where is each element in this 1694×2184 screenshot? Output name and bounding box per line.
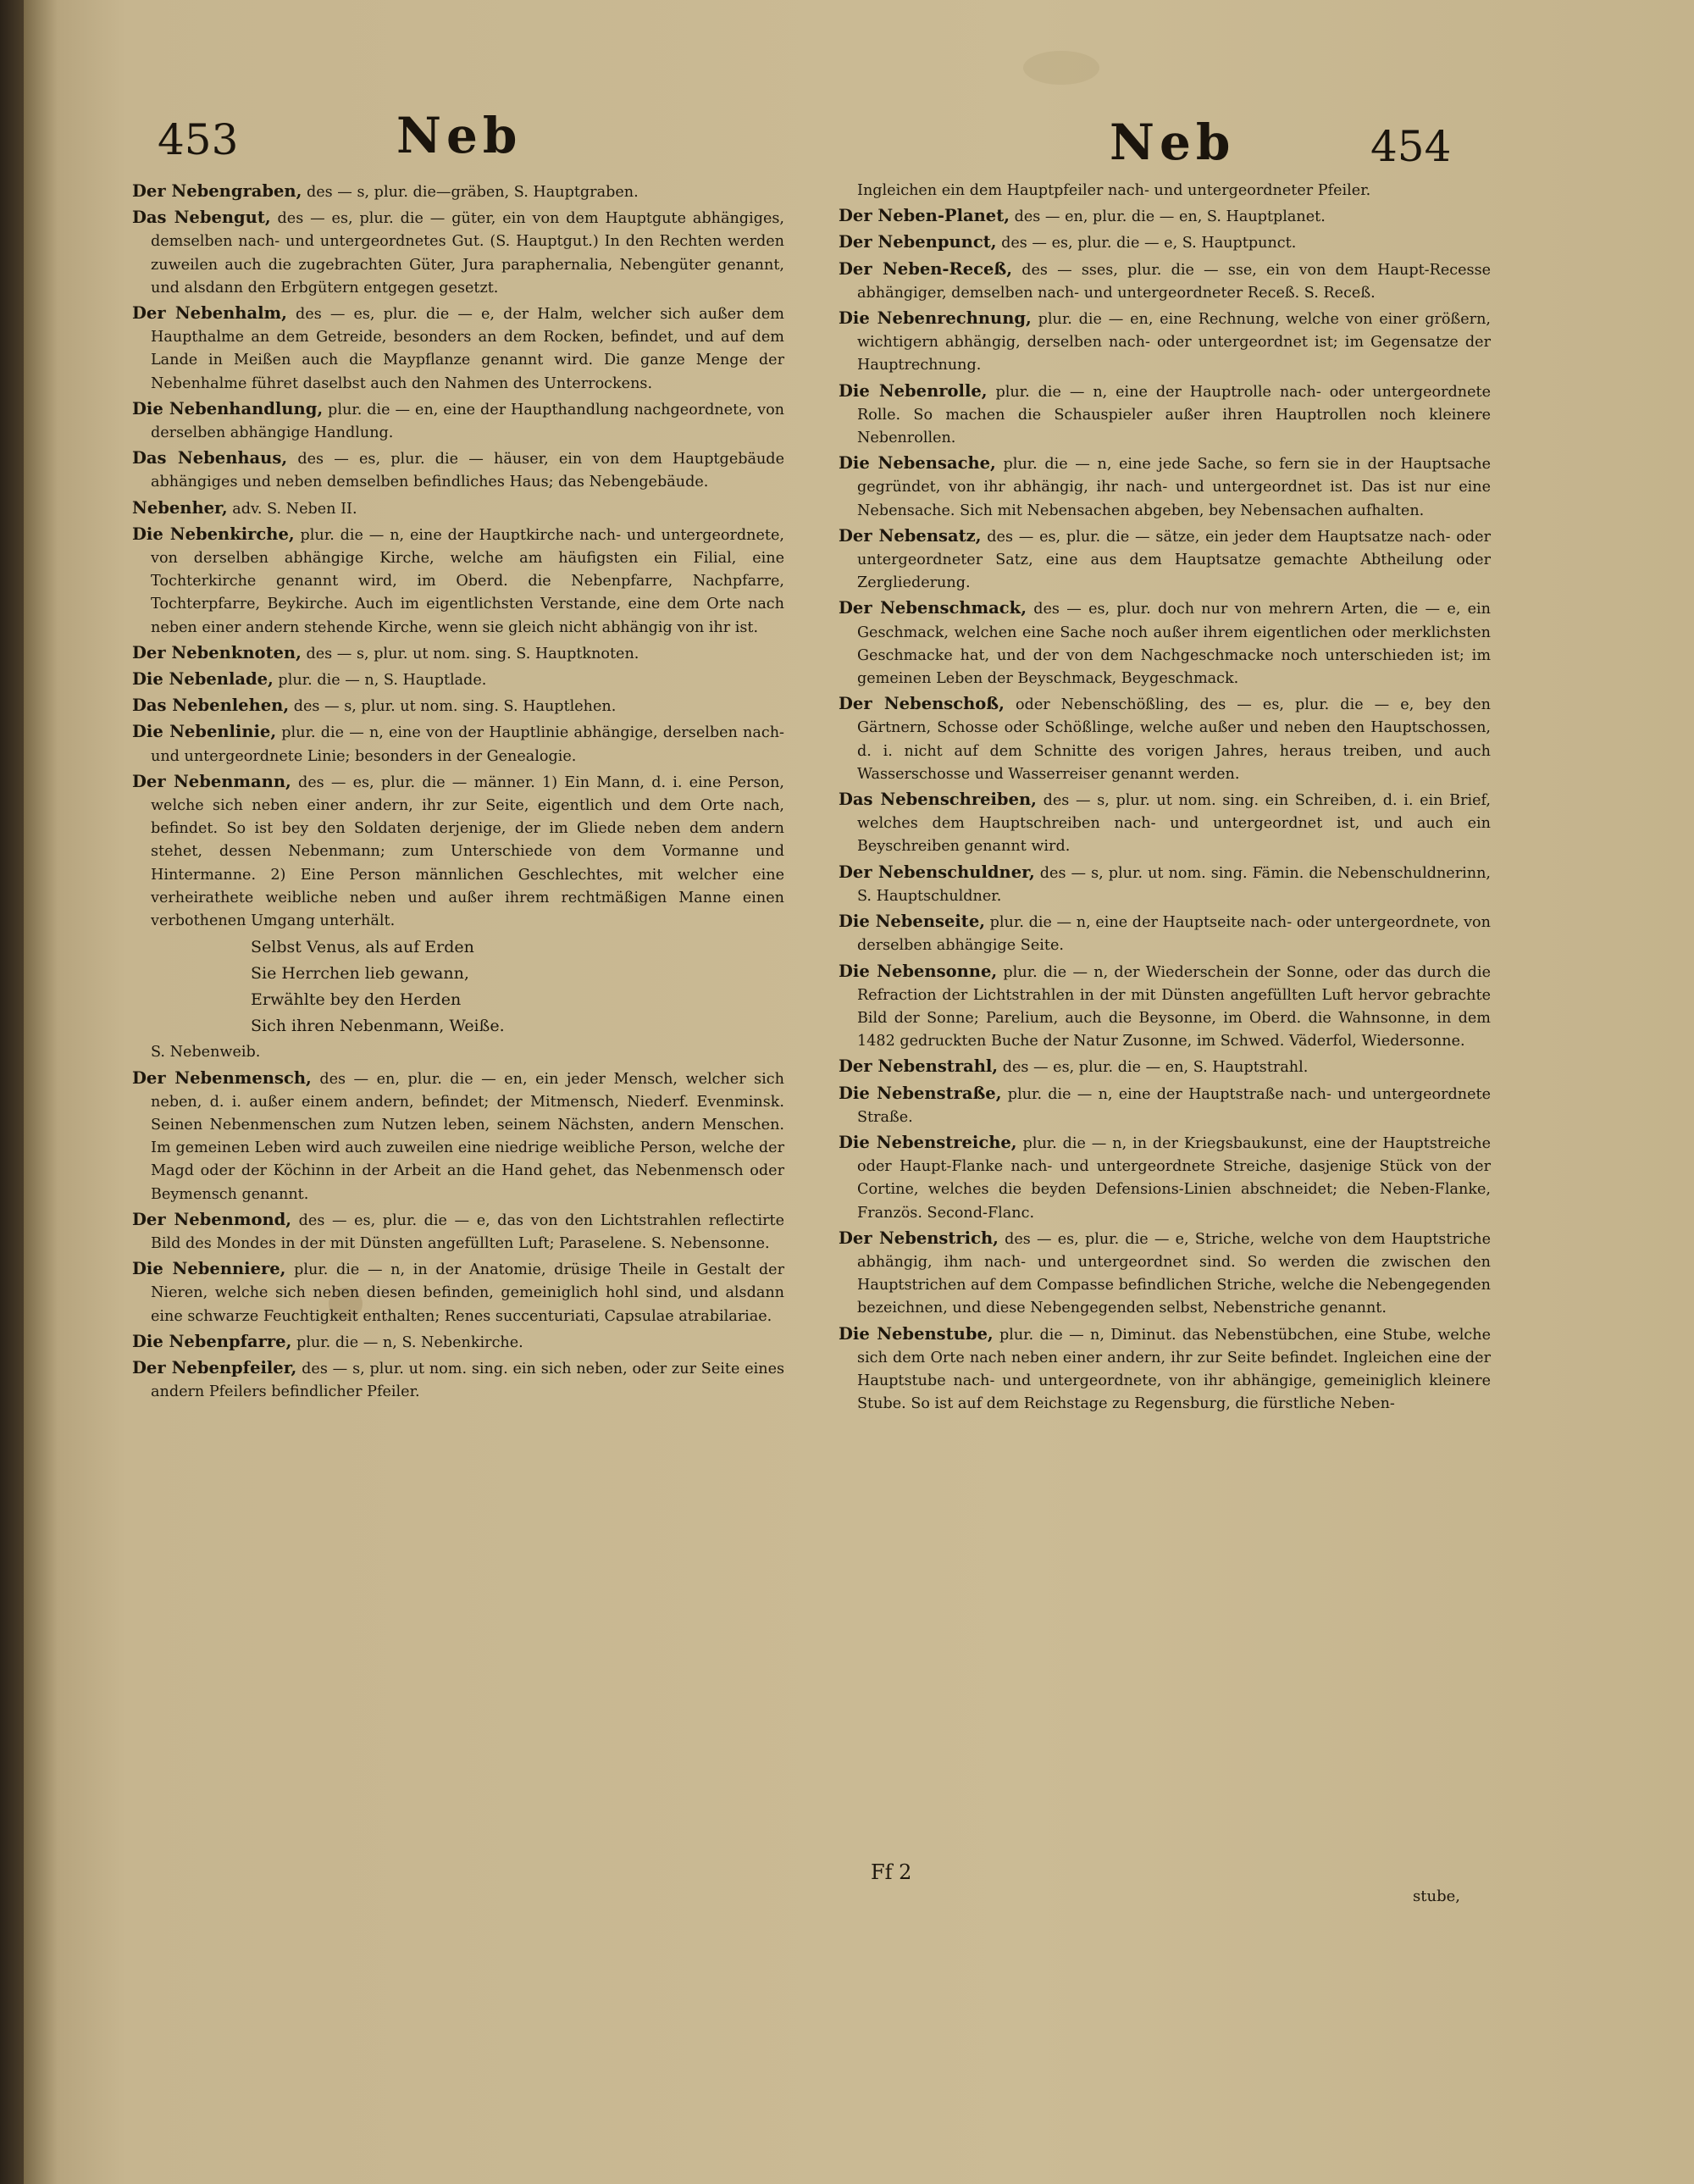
entry-lemma: Die Nebenpfarre, <box>132 1331 292 1351</box>
dictionary-entry <box>132 1208 784 1256</box>
cross-reference-note: S. Nebenweib. <box>151 1044 261 1062</box>
dictionary-entry <box>839 258 1491 305</box>
dictionary-entry <box>132 720 784 768</box>
entry-definition: des — s, plur. ut nom. sing. Fämin. die Nebenschuldnerinn, S. Hauptschuldner. <box>857 864 1491 905</box>
dictionary-entry <box>132 694 784 718</box>
page-header <box>24 100 1694 171</box>
poem-line: Selbst Venus, als auf Erden <box>251 938 474 957</box>
entry-definition: Ingleichen ein dem Hauptpfeiler nach- und untergeordneter Pfeiler. <box>857 182 1371 199</box>
entry-definition: adv. S. Neben II. <box>227 500 357 518</box>
dictionary-entry <box>132 1257 784 1328</box>
entry-lemma: Der Nebenstrich, <box>839 1228 999 1248</box>
left-entries-continued <box>132 1067 784 1405</box>
entry-definition: des — es, plur. die — güter, ein von dem Hauptgute abhängiges, demselben nach- und untergeordnetes Gut. (S. Hauptgut.) In den Rechten werden zuweilen auch die zugebrachten Güter, Jura paraphernalia, Nebengüter genannt, und alsdann den Erbgütern entgegen gesetzt. <box>151 210 784 297</box>
entry-lemma: Der Nebenpfeiler, <box>132 1357 297 1377</box>
dictionary-entry <box>839 960 1491 1054</box>
entry-lemma: Der Nebenstrahl, <box>839 1056 999 1077</box>
entry-lemma: Nebenher, <box>132 497 228 518</box>
dictionary-entry <box>839 861 1491 908</box>
entry-lemma: Das Nebenhaus, <box>132 448 288 468</box>
catchword: stube, <box>1413 1887 1460 1905</box>
poem-quote <box>132 934 784 1039</box>
poem-line: Sie Herrchen lieb gewann, <box>251 964 469 984</box>
dictionary-entry <box>839 596 1491 690</box>
entry-lemma: Die Nebenlade, <box>132 669 274 690</box>
dictionary-entry <box>132 523 784 640</box>
dictionary-entry <box>839 524 1491 596</box>
entry-definition: des — es, plur. die — e, das von den Lichtstrahlen reflectirte Bild des Mondes in der mit Dünsten angefüllten Luft; Paraselene. S. Nebensonne. <box>151 1211 784 1252</box>
entry-lemma: Die Nebenrechnung, <box>839 308 1032 329</box>
dictionary-entry <box>839 1055 1491 1079</box>
dictionary-entry <box>839 910 1491 957</box>
entry-lemma: Das Nebengut, <box>132 208 271 228</box>
entry-lemma: Die Nebenrolle, <box>839 380 988 401</box>
dictionary-entry <box>132 1067 784 1206</box>
dictionary-entry <box>839 180 1491 202</box>
entry-definition: des — sses, plur. die — sse, ein von dem Haupt-Recesse abhängiger, demselben nach- und untergeordneter Receß. S. Receß. <box>857 261 1492 302</box>
entry-lemma: Der Nebenschuldner, <box>839 862 1035 882</box>
dictionary-entry <box>839 380 1491 451</box>
dictionary-entry <box>132 180 784 204</box>
right-column <box>839 180 1491 1417</box>
entry-definition: des — es, plur. doch nur von mehrern Arten, die — e, ein Geschmack, welchen eine Sache noch außer ihrem eigentlichen oder merklichsten Geschmacke hat, und der von dem Nachgeschmacke noch unterschieden ist; im gemeinen Leben der Beyschmack, Beygeschmack. <box>857 601 1491 688</box>
entry-definition: oder Nebenschößling, des — es, plur. die — e, bey den Gärtnern, Schosse oder Schößlinge, welche außer und neben den Hauptschossen, d. i. nicht auf dem Schnitte des vorigen Jahres, heraus treiben, und auch Wasserschosse und Wasserreiser genannt werden. <box>857 696 1491 783</box>
entry-definition: plur. die — n, S. Hauptlade. <box>273 672 487 690</box>
dictionary-entry <box>132 206 784 300</box>
running-headword-left: Neb <box>396 107 523 164</box>
entry-lemma: Das Nebenlehen, <box>132 696 290 716</box>
dictionary-entry <box>132 446 784 494</box>
entry-definition: des — es, plur. die — sätze, ein jeder dem Hauptsatze nach- oder untergeordneter Satz, eine aus dem Hauptsatze gemachte Abtheilung oder Zergliederung. <box>857 528 1492 592</box>
entry-lemma: Die Nebenhandlung, <box>132 398 324 419</box>
entry-definition: plur. die — n, der Wiederschein der Sonne, oder das durch die Refraction der Lichtstrahlen in der mit Dünsten angefüllten Luft hervor gebrachte Bild der Sonne; Parelium, auch die Beysonne, im Oberd. die Wahnsonne, in dem 1482 gedruckten Buche der Natur Zusonne, im Schwed. Väderfol, Wiedersonne. <box>857 963 1491 1050</box>
entry-definition: des — es, plur. die — e, S. Hauptpunct. <box>996 235 1297 252</box>
dictionary-entry <box>839 230 1491 255</box>
entry-lemma: Das Nebenschreiben, <box>839 790 1037 810</box>
entry-definition: des — es, plur. die — en, S. Hauptstrahl. <box>998 1059 1309 1077</box>
dictionary-entry <box>839 204 1491 229</box>
entry-lemma: Der Nebenmensch, <box>132 1067 312 1088</box>
entry-lemma: Die Nebenseite, <box>839 912 986 932</box>
entry-definition: des — es, plur. die — männer. 1) Ein Mann, d. i. eine Person, welche sich neben einer andern, ihr zur Seite, eigentlich und dem Orte nach, befindet. So ist bey den Soldaten derjenige, der im Gliede neben dem andern stehet, dessen Nebenmann; zum Unterschiede von dem Vormanne und Hintermanne. 2) Eine Person männlichen Geschlechtes, mit welcher eine verheirathete weibliche neben und außer ihrem rechtmäßigen Manne einen verbothenen Umgang unterhält. <box>151 773 784 930</box>
entry-lemma: Der Nebenmann, <box>132 771 291 791</box>
entry-lemma: Die Nebenstube, <box>839 1323 994 1344</box>
entry-lemma: Der Nebenschmack, <box>839 598 1027 618</box>
entry-definition: plur. die — en, eine der Haupthandlung nachgeordnete, von derselben abhängige Handlung. <box>151 401 784 442</box>
entry-definition: des — es, plur. die — e, der Halm, welcher sich außer dem Haupthalme an dem Getreide, besonders an dem Rocken, befindet, und auf dem Lande in Meißen auch die Maypflanze genannt wird. Die ganze Menge der Nebenhalme führet daselbst auch den Nahmen des Unterrockens. <box>151 306 784 392</box>
entry-lemma: Der Nebengraben, <box>132 181 302 201</box>
entry-lemma: Die Nebenlinie, <box>132 722 277 742</box>
entry-definition: des — en, plur. die — en, S. Hauptplanet. <box>1010 208 1326 226</box>
entry-lemma: Die Nebensache, <box>839 453 996 474</box>
entry-lemma: Der Neben-Planet, <box>839 206 1010 226</box>
entry-definition: plur. die — n, in der Anatomie, drüsige Theile in Gestalt der Nieren, welche sich neben diesen befinden, gemeiniglich hohl sind, und alsdann eine schwarze Feuchtigkeit enthalten; Renes succenturiati, Capsulae atrabilariae. <box>151 1261 784 1325</box>
entry-lemma: Die Nebenkirche, <box>132 524 295 544</box>
poem-line: Erwählte bey den Herden <box>251 990 462 1010</box>
dictionary-entry <box>132 397 784 445</box>
dictionary-entry <box>839 1082 1491 1129</box>
dictionary-entry <box>132 302 784 396</box>
dictionary-entry <box>132 1330 784 1355</box>
entry-definition: des — s, plur. ut nom. sing. ein sich neben, oder zur Seite eines andern Pfeilers befindlicher Pfeiler. <box>151 1360 785 1401</box>
dictionary-entry <box>839 692 1491 786</box>
entry-lemma: Die Nebenstreiche, <box>839 1132 1017 1152</box>
dictionary-entry <box>839 307 1491 378</box>
entry-definition: plur. die — n, eine jede Sache, so fern sie in der Hauptsache gegründet, von ihr abhängig, ihr nach- und untergeordnet ist. Das ist nur eine Nebensache. Sich mit Nebensachen abgeben, bey Nebensachen aufhalten. <box>857 456 1491 519</box>
entry-lemma: Die Nebenstraße, <box>839 1083 1002 1103</box>
page-number-right: 454 <box>1370 122 1452 171</box>
entry-definition: des — es, plur. die — e, Striche, welche von dem Hauptstriche abhängig, ihm nach- und untergeordnet sind. So werden die zwischen den Hauptstrichen auf dem Compasse befindlichen Striche, welche die Nebengegenden bezeichnen, und diese Nebengegenden selbst, Nebenstriche genannt. <box>857 1230 1491 1317</box>
book-spine-shadow <box>0 0 24 2184</box>
dictionary-entry <box>132 496 784 521</box>
dictionary-entry <box>839 1131 1491 1225</box>
entry-definition: des — en, plur. die — en, ein jeder Mensch, welcher sich neben, d. i. außer einem andern, befindet; der Mitmensch, Niederf. Evenminsk. Seinen Nebenmenschen zum Nutzen leben, seinem Nächsten, andern Menschen. Im gemeinen Leben wird auch zuweilen eine niedrige weibliche Person, welche der Magd oder der Köchinn in der Arbeit an die Hand gehet, das Nebenmensch oder Beymensch genannt. <box>151 1070 784 1203</box>
entry-definition: plur. die — n, in der Kriegsbaukunst, eine der Hauptstreiche oder Haupt-Flanke nach- und untergeordnete Streiche, dasjenige Stück von der Cortine, welches die beyden Defensions-Linien abschneidet; die Neben-Flanke, Französ. Second-Flanc. <box>857 1134 1491 1222</box>
entry-lemma: Der Neben-Receß, <box>839 258 1013 279</box>
dictionary-entry <box>839 1322 1491 1416</box>
dictionary-entry <box>839 452 1491 523</box>
left-entries <box>132 180 784 933</box>
entry-definition: des — s, plur. ut nom. sing. S. Hauptlehen. <box>289 698 617 716</box>
entry-definition: plur. die — n, eine der Hauptkirche nach- und untergeordnete, von derselben abhängige Kirche, welche am häufigsten ein Filial, eine Tochterkirche genannt wird, im Oberd. die Nebenpfarre, Nachpfarre, Tochterpfarre, Beykirche. Auch im eigentlichsten Verstande, eine dem Orte nach neben einer andern stehende Kirche, wenn sie gleich nicht abhängig von ihr ist. <box>151 526 784 636</box>
running-headword-right: Neb <box>1110 114 1236 171</box>
poem-line: Sich ihren Nebenmann, Weiße. <box>251 1017 505 1036</box>
entry-lemma: Der Nebenknoten, <box>132 642 302 662</box>
entry-definition: plur. die — n, Diminut. das Nebenstübchen, eine Stube, welche sich dem Orte nach neben einer andern, ihr zur Seite befindet. Ingleichen eine der Hauptstube nach- und untergeordnete, von ihr abhängige, gemeiniglich kleinere Stube. So ist auf dem Reichstage zu Regensburg, die fürstliche Neben- <box>857 1326 1491 1413</box>
entry-lemma: Der Nebenschoß, <box>839 694 1005 714</box>
page-number-left: 453 <box>158 115 239 164</box>
dictionary-page <box>24 0 1694 2184</box>
entry-definition: plur. die — n, eine von der Hauptlinie abhängige, derselben nach- und untergeordnete Linie; besonders in der Genealogie. <box>151 724 784 765</box>
entry-definition: des — es, plur. die — häuser, ein von dem Hauptgebäude abhängiges und neben demselben befindliches Haus; das Nebengebäude. <box>151 451 784 491</box>
dictionary-entry <box>132 1356 784 1404</box>
right-entries <box>839 180 1491 1416</box>
entry-lemma: Die Nebenniere, <box>132 1259 286 1279</box>
left-column <box>132 180 784 1405</box>
entry-lemma: Der Nebenmond, <box>132 1209 292 1229</box>
signature-mark: Ff 2 <box>871 1860 912 1884</box>
dictionary-entry <box>839 1227 1491 1321</box>
entry-definition: plur. die — n, eine der Hauptstraße nach- und untergeordnete Straße. <box>857 1085 1492 1126</box>
entry-definition: plur. die — n, eine der Hauptseite nach- oder untergeordnete, von derselben abhängige Seite. <box>857 914 1491 955</box>
entry-definition: plur. die — n, eine der Hauptrolle nach- oder untergeordnete Rolle. So machen die Schauspieler außer ihren Hauptrollen noch kleinere Nebenrollen. <box>857 383 1491 447</box>
dictionary-entry <box>132 668 784 692</box>
entry-lemma: Der Nebenhalm, <box>132 303 287 324</box>
dictionary-entry <box>132 641 784 666</box>
entry-definition: plur. die — n, S. Nebenkirche. <box>291 1333 523 1351</box>
entry-definition: des — s, plur. ut nom. sing. ein Schreiben, d. i. ein Brief, welches dem Hauptschreiben nach- und untergeordnet ist, und auch ein Beyschreiben genannt wird. <box>857 792 1492 856</box>
paper-stain <box>1023 51 1099 85</box>
entry-lemma: Die Nebensonne, <box>839 961 998 981</box>
entry-lemma: Der Nebenpunct, <box>839 232 997 252</box>
entry-definition: des — s, plur. ut nom. sing. S. Hauptknoten. <box>301 645 639 662</box>
entry-lemma: Der Nebensatz, <box>839 525 982 546</box>
entry-definition: des — s, plur. die—gräben, S. Hauptgraben. <box>302 184 639 201</box>
entry-definition: plur. die — en, eine Rechnung, welche von einer größern, wichtigern abhängig, derselben nach- oder untergeordnet ist; im Gegensatze der Hauptrechnung. <box>857 311 1491 374</box>
dictionary-entry <box>839 788 1491 859</box>
dictionary-entry <box>132 770 784 933</box>
